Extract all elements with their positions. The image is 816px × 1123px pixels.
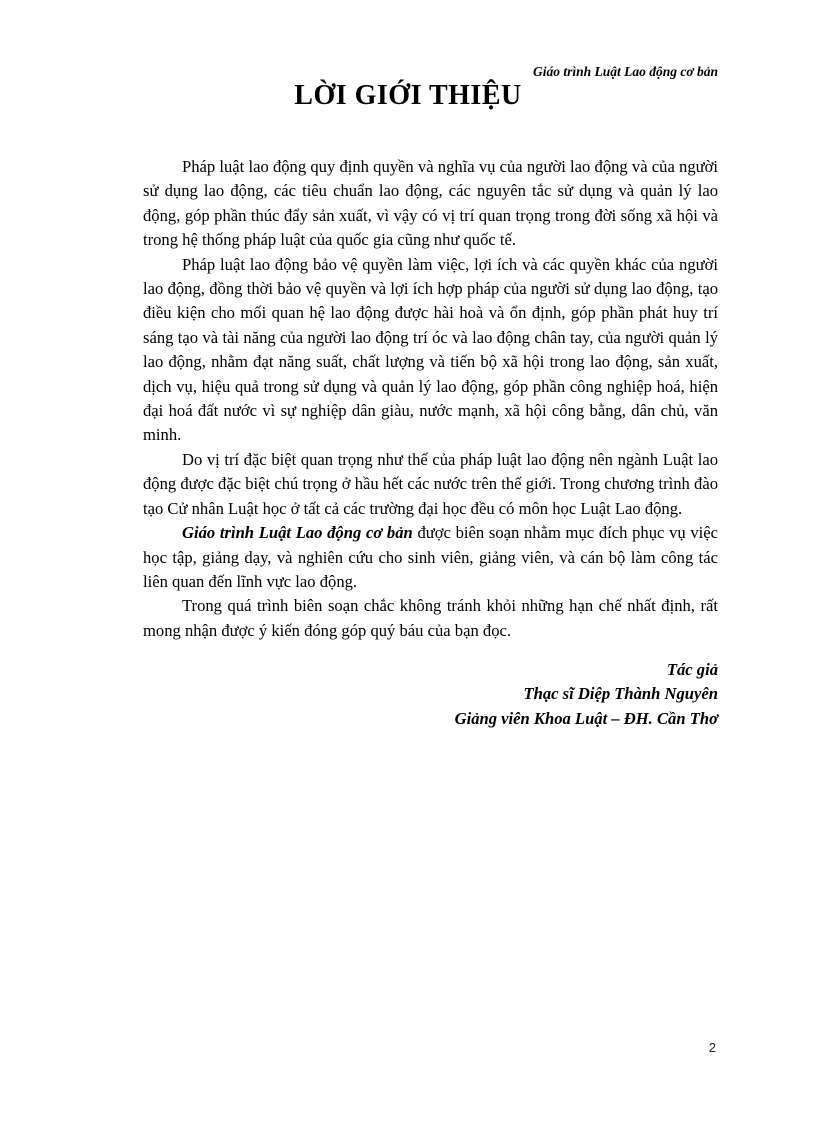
signature-label: Tác giả: [666, 660, 718, 679]
running-header: Giáo trình Luật Lao động cơ bản: [532, 64, 718, 79]
page-title: LỜI GIỚI THIỆU: [294, 80, 522, 111]
author-affiliation: Giảng viên Khoa Luật – ĐH. Cần Thơ: [454, 708, 718, 728]
paragraph-4: [143, 521, 718, 594]
signature-block: [455, 658, 718, 731]
paragraph-4-text: được biên soạn nhằm mục đích phục vụ việc học tập, giảng dạy, và nghiên cứu cho sinh viên, giảng viên, và cán bộ làm công tác liên quan đến lĩnh vực lao động.: [143, 523, 718, 591]
paragraph-5: Trong quá trình biên soạn chắc không tránh khỏi những hạn chế nhất định, rất mong nhận được ý kiến đóng góp quý báu của bạn đọc.: [143, 596, 718, 640]
page-number: 2: [708, 1040, 716, 1055]
paragraph-1: Pháp luật lao động quy định quyền và nghĩa vụ của người lao động và của người sử dụng lao động, các tiêu chuẩn lao động, các nguyên tắc sử dụng và quản lý lao động, góp phần thúc đẩy sản xuất, vì vậy có vị trí quan trọng trong đời sống xã hội và trong hệ thống pháp luật của quốc gia cũng như quốc tế.: [143, 157, 718, 250]
book-title-emphasis: Giáo trình Luật Lao động cơ bản: [182, 523, 413, 543]
author-name: Thạc sĩ Diệp Thành Nguyên: [523, 684, 718, 704]
body-text: [143, 155, 718, 643]
paragraph-3: Do vị trí đặc biệt quan trọng như thế của pháp luật lao động nên ngành Luật lao động được đặc biệt chú trọng ở hầu hết các nước trên thế giới. Trong chương trình đào tạo Cử nhân Luật học ở tất cả các trường đại học đều có môn học Luật Lao động.: [143, 449, 718, 518]
paragraph-2: Pháp luật lao động bảo vệ quyền làm việc, lợi ích và các quyền khác của người lao động, đồng thời bảo vệ quyền và lợi ích hợp pháp của người sử dụng lao động, tạo điều kiện cho mối quan hệ lao động được hài hoà và ổn định, góp phần phát huy trí sáng tạo và tài năng của người lao động trí óc và lao động chân tay, của người quản lý lao động, nhằm đạt năng suất, chất lượng và tiến bộ xã hội trong lao động, sản xuất, dịch vụ, hiệu quả trong sử dụng và quản lý lao động, góp phần công nghiệp hoá, hiện đại hoá đất nước vì sự nghiệp dân giàu, nước mạnh, xã hội công bằng, dân chủ, văn minh.: [143, 254, 718, 445]
